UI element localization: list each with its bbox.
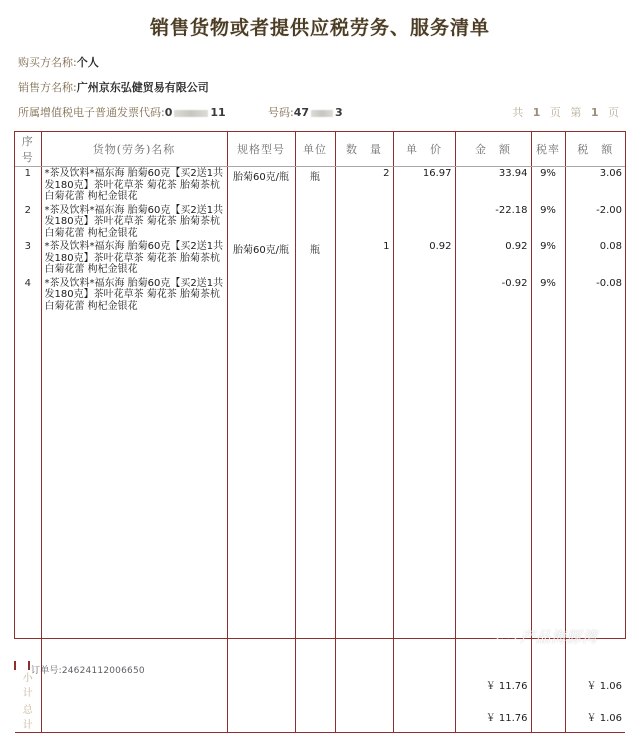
cell-spec: 胎菊60克/瓶 (227, 167, 295, 204)
filler-cell (455, 313, 531, 668)
invoice-code-suffix: 11 (210, 106, 226, 119)
cell-name: *茶及饮料*福东海 胎菊60克【买2送1共发180克】茶叶花草茶 菊花茶 胎菊茶杭白菊花蕾 枸杞金银花 (41, 167, 227, 204)
page-current-prefix: 第 (570, 106, 585, 119)
filler-cell (227, 313, 295, 668)
buyer-row (18, 56, 640, 70)
cell-price (393, 277, 455, 314)
table-empty-space (15, 313, 625, 668)
total-spacer (41, 700, 227, 733)
invoice-code-group (18, 106, 268, 120)
cell-unit: 瓶 (295, 167, 335, 204)
cell-tax-rate: 9% (531, 204, 565, 241)
total-spacer (227, 700, 295, 733)
page-title: 销售货物或者提供应税劳务、服务清单 (149, 17, 490, 39)
cell-price (393, 204, 455, 241)
cell-unit (295, 277, 335, 314)
cell-name: *茶及饮料*福东海 胎菊60克【买2送1共发180克】茶叶花草茶 菊花茶 胎菊茶杭白菊花蕾 枸杞金银花 (41, 277, 227, 314)
table-row (15, 167, 625, 204)
column-header-tax-rate: 税率 (531, 132, 565, 167)
subtotal-spacer (335, 668, 393, 700)
cell-unit (295, 204, 335, 241)
invoice-code-row (18, 106, 640, 120)
invoice-number-prefix: 47 (293, 106, 310, 119)
subtotal-spacer (295, 668, 335, 700)
cell-amount: 0.92 (455, 240, 531, 277)
total-spacer (393, 700, 455, 733)
subtotal-spacer (227, 668, 295, 700)
filler-cell (565, 313, 625, 668)
cell-tax-rate: 9% (531, 167, 565, 204)
bottom-cutoff-strip (14, 661, 626, 676)
invoice-meta-header (0, 42, 640, 120)
line-items-table (15, 132, 625, 733)
page-current-value: 1 (590, 106, 602, 119)
seller-value: 广州京东弘健贸易有限公司 (76, 81, 209, 94)
total-spacer (335, 700, 393, 733)
total-tax: ￥ 1.06 (565, 700, 625, 733)
cell-tax-amount: 3.06 (599, 168, 622, 179)
cell-tax-rate: 9% (531, 277, 565, 314)
cell-index: 3 (15, 240, 41, 277)
total-label: 总计 (15, 700, 41, 733)
cell-spec: 胎菊60克/瓶 (227, 240, 295, 277)
cell-amount: -0.92 (455, 277, 531, 314)
table-row (15, 204, 625, 241)
cell-tax-rate: 9% (531, 240, 565, 277)
table-row (15, 277, 625, 314)
column-header-name: 货物(劳务)名称 (41, 132, 227, 167)
filler-cell (41, 313, 227, 668)
column-header-amount: 金 额 (455, 132, 531, 167)
buyer-label: 购买方名称: (18, 56, 77, 69)
cell-unit: 瓶 (295, 240, 335, 277)
invoice-number-group (268, 106, 458, 120)
page-total-value: 1 (532, 106, 544, 119)
cell-quantity (335, 277, 393, 314)
subtotal-label: 小计 (15, 668, 41, 700)
cell-amount: 33.94 (455, 167, 531, 204)
column-header-quantity: 数 量 (335, 132, 393, 167)
column-header-tax-amount: 税 额 (565, 132, 625, 167)
filler-cell (393, 313, 455, 668)
page-total-unit: 页 (549, 106, 564, 119)
cell-tax-amount: 0.08 (599, 241, 622, 252)
invoice-number-label: 号码: (268, 106, 294, 119)
column-header-index: 序号 (15, 132, 41, 167)
cell-index: 2 (15, 204, 41, 241)
cell-tax-amount: -0.08 (596, 277, 622, 289)
cell-index: 1 (15, 167, 41, 204)
cell-spec (227, 277, 295, 314)
subtotal-spacer (393, 668, 455, 700)
table-header-row (15, 132, 625, 167)
seller-row (18, 81, 640, 95)
subtotal-tax: ￥ 1.06 (586, 680, 622, 692)
cell-spec (227, 204, 295, 241)
page-total-prefix: 共 (512, 106, 527, 119)
redaction-mask (311, 110, 333, 117)
total-amount: ￥ 11.76 (455, 700, 531, 733)
table-body (15, 167, 625, 733)
column-header-spec: 规格型号 (227, 132, 295, 167)
cell-name: *茶及饮料*福东海 胎菊60克【买2送1共发180克】茶叶花草茶 菊花茶 胎菊茶杭白菊花蕾 枸杞金银花 (41, 204, 227, 241)
invoice-code-label: 所属增值税电子普通发票代码: (18, 106, 165, 119)
invoice-code-prefix: 0 (164, 106, 173, 119)
page-current-unit: 页 (608, 106, 622, 119)
filler-cell (295, 313, 335, 668)
table-row (15, 240, 625, 277)
cell-name: *茶及饮料*福东海 胎菊60克【买2送1共发180克】茶叶花草茶 菊花茶 胎菊茶杭白菊花蕾 枸杞金银花 (41, 240, 227, 277)
filler-cell (531, 313, 565, 668)
cell-quantity: 1 (335, 240, 393, 277)
subtotal-spacer (531, 668, 565, 700)
cell-tax-amount: -2.00 (596, 204, 622, 216)
watermark-text: 产品海豚湾 (520, 628, 598, 646)
filler-cell (15, 313, 41, 668)
cell-price: 16.97 (393, 167, 455, 204)
column-header-price: 单 价 (393, 132, 455, 167)
cell-price: 0.92 (393, 240, 455, 277)
filler-cell (335, 313, 393, 668)
invoice-number-suffix: 3 (335, 106, 343, 119)
subtotal-amount: ￥ 11.76 (455, 668, 531, 700)
cutoff-border-left (14, 661, 16, 670)
cutoff-border-inner (28, 661, 30, 670)
cell-index: 4 (15, 277, 41, 314)
column-header-unit: 单位 (295, 132, 335, 167)
buyer-value: 个人 (76, 56, 99, 69)
page-indicator (512, 106, 622, 120)
cell-quantity: 2 (335, 167, 393, 204)
seller-label: 销售方名称: (18, 81, 77, 94)
total-row (15, 700, 625, 733)
total-spacer (295, 700, 335, 733)
redaction-mask (174, 110, 208, 117)
cell-quantity (335, 204, 393, 241)
cutoff-text: 订单号:24624112006650 (31, 666, 145, 676)
cell-amount: -22.18 (455, 204, 531, 241)
total-spacer (531, 700, 565, 733)
